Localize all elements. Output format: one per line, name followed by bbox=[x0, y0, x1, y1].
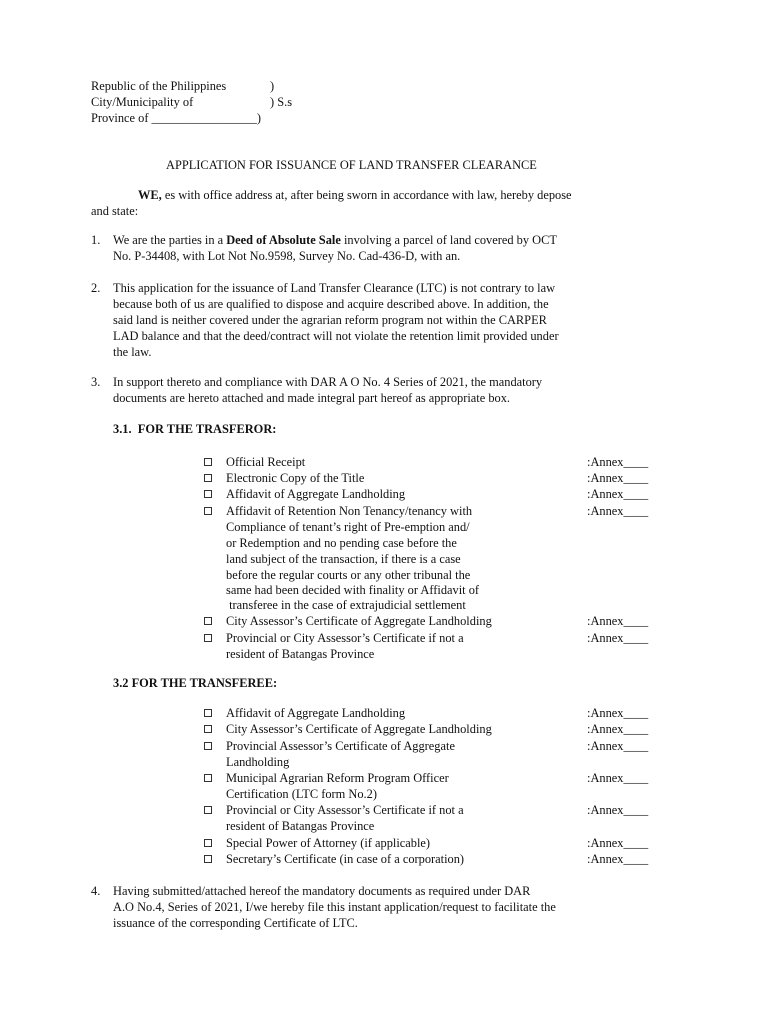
transferee-checkbox-city-assessor[interactable] bbox=[204, 725, 212, 733]
transferee-checkbox-secretary-certificate[interactable] bbox=[204, 855, 212, 863]
p2-number: 2. bbox=[91, 281, 101, 295]
intro-line-1 bbox=[138, 187, 572, 203]
transferor-checkbox-city-assessor[interactable] bbox=[204, 617, 212, 625]
p4-line: Having submitted/attached hereof the mandatory documents as required under DAR bbox=[113, 884, 531, 898]
annex-field: :Annex____ bbox=[587, 852, 649, 866]
header-republic: Republic of the Philippines bbox=[91, 79, 227, 93]
annex-field: :Annex____ bbox=[587, 836, 649, 850]
transferee-item-city-assessor: City Assessor’s Certificate of Aggregate Landholding bbox=[226, 722, 492, 736]
p1-line-1 bbox=[113, 232, 557, 248]
transferee-item-provincial-assessor-line: Landholding bbox=[226, 755, 290, 769]
p3-line: In support thereto and compliance with DAR A O No. 4 Series of 2021, the mandatory bbox=[113, 375, 543, 389]
transferee-heading: 3.2 FOR THE TRANSFEREE: bbox=[113, 676, 278, 690]
intro-we: WE, bbox=[138, 188, 162, 202]
annex-field: :Annex____ bbox=[587, 706, 649, 720]
transferor-item-retention-line: Compliance of tenant’s right of Pre-emption and/ bbox=[226, 520, 470, 534]
transferor-item-retention-line: Affidavit of Retention Non Tenancy/tenancy with bbox=[226, 504, 473, 518]
transferee-checkbox-provincial-assessor[interactable] bbox=[204, 742, 212, 750]
transferor-item-title-copy: Electronic Copy of the Title bbox=[226, 471, 365, 485]
annex-field: :Annex____ bbox=[587, 487, 649, 501]
p3-number: 3. bbox=[91, 375, 101, 389]
p1-text-b: involving a parcel of land covered by OCT bbox=[340, 233, 557, 247]
annex-field: :Annex____ bbox=[587, 455, 649, 469]
transferor-item-official-receipt: Official Receipt bbox=[226, 455, 306, 469]
p4-line: issuance of the corresponding Certificate of LTC. bbox=[113, 916, 358, 930]
p2-line: the law. bbox=[113, 345, 152, 359]
annex-field: :Annex____ bbox=[587, 739, 649, 753]
p4-line: A.O No.4, Series of 2021, I/we hereby file this instant application/request to facilitate the bbox=[113, 900, 556, 914]
transferor-item-retention-line: before the regular courts or any other tribunal the bbox=[226, 568, 471, 582]
annex-field: :Annex____ bbox=[587, 471, 649, 485]
transferee-checkbox-provincial-city-assessor[interactable] bbox=[204, 806, 212, 814]
p1-line-2: No. P-34408, with Lot Not No.9598, Survey No. Cad-436-D, with an. bbox=[113, 249, 461, 263]
transferee-item-aggregate-landholding: Affidavit of Aggregate Landholding bbox=[226, 706, 406, 720]
transferor-checkbox-aggregate-landholding[interactable] bbox=[204, 490, 212, 498]
transferee-checkbox-aggregate-landholding[interactable] bbox=[204, 709, 212, 717]
header-paren-1: ) bbox=[270, 79, 275, 93]
header-province: Province of _________________) bbox=[91, 111, 262, 125]
transferee-item-special-power-attorney: Special Power of Attorney (if applicable) bbox=[226, 836, 431, 850]
annex-field: :Annex____ bbox=[587, 722, 649, 736]
p4-number: 4. bbox=[91, 884, 101, 898]
transferee-item-marpo-line: Certification (LTC form No.2) bbox=[226, 787, 377, 801]
annex-field: :Annex____ bbox=[587, 631, 649, 645]
transferee-item-provincial-city-assessor-line: resident of Batangas Province bbox=[226, 819, 375, 833]
p2-line: LAD balance and that the deed/contract will not violate the retention limit provided under bbox=[113, 329, 559, 343]
transferor-checkbox-official-receipt[interactable] bbox=[204, 458, 212, 466]
intro-line-2: and state: bbox=[91, 204, 139, 218]
p2-line: said land is neither covered under the agrarian reform program not within the CARPER bbox=[113, 313, 547, 327]
annex-field: :Annex____ bbox=[587, 504, 649, 518]
transferee-item-provincial-city-assessor-line: Provincial or City Assessor’s Certificate if not a bbox=[226, 803, 464, 817]
transferee-item-provincial-assessor-line: Provincial Assessor’s Certificate of Aggregate bbox=[226, 739, 455, 753]
p2-line: because both of us are qualified to dispose and acquire described above. In addition, the bbox=[113, 297, 549, 311]
transferor-item-retention-line: transferee in the case of extrajudicial settlement bbox=[226, 598, 466, 612]
p1-deed-title: Deed of Absolute Sale bbox=[226, 233, 341, 247]
transferor-checkbox-retention-affidavit[interactable] bbox=[204, 507, 212, 515]
header-paren-2: ) S.s bbox=[270, 95, 293, 109]
transferor-item-city-assessor: City Assessor’s Certificate of Aggregate Landholding bbox=[226, 614, 492, 628]
transferor-item-aggregate-landholding: Affidavit of Aggregate Landholding bbox=[226, 487, 406, 501]
document-title: APPLICATION FOR ISSUANCE OF LAND TRANSFER CLEARANCE bbox=[166, 158, 537, 172]
p1-text-a: We are the parties in a bbox=[113, 233, 227, 247]
p1-number: 1. bbox=[91, 233, 101, 247]
annex-field: :Annex____ bbox=[587, 803, 649, 817]
transferor-item-retention-line: same had been decided with finality or Affidavit of bbox=[226, 583, 480, 597]
annex-field: :Annex____ bbox=[587, 771, 649, 785]
p2-line: This application for the issuance of Land Transfer Clearance (LTC) is not contrary to law bbox=[113, 281, 556, 295]
transferee-checkbox-marpo-certification[interactable] bbox=[204, 774, 212, 782]
transferee-item-marpo-line: Municipal Agrarian Reform Program Officer bbox=[226, 771, 449, 785]
transferor-item-retention-line: or Redemption and no pending case before the bbox=[226, 536, 457, 550]
header-city: City/Municipality of bbox=[91, 95, 194, 109]
annex-field: :Annex____ bbox=[587, 614, 649, 628]
transferor-item-provincial-assessor-line: Provincial or City Assessor’s Certificate if not a bbox=[226, 631, 464, 645]
transferor-checkbox-title-copy[interactable] bbox=[204, 474, 212, 482]
transferee-checkbox-special-power-attorney[interactable] bbox=[204, 839, 212, 847]
transferor-heading: 3.1. FOR THE TRASFEROR: bbox=[113, 422, 277, 436]
intro-rest: es with office address at, after being sworn in accordance with law, hereby depose bbox=[161, 188, 572, 202]
p3-line: documents are hereto attached and made integral part hereof as appropriate box. bbox=[113, 391, 511, 405]
transferor-checkbox-provincial-assessor[interactable] bbox=[204, 634, 212, 642]
transferor-item-provincial-assessor-line: resident of Batangas Province bbox=[226, 647, 375, 661]
transferor-item-retention-line: land subject of the transaction, if there is a case bbox=[226, 552, 461, 566]
transferee-item-secretary-certificate: Secretary’s Certificate (in case of a corporation) bbox=[226, 852, 465, 866]
